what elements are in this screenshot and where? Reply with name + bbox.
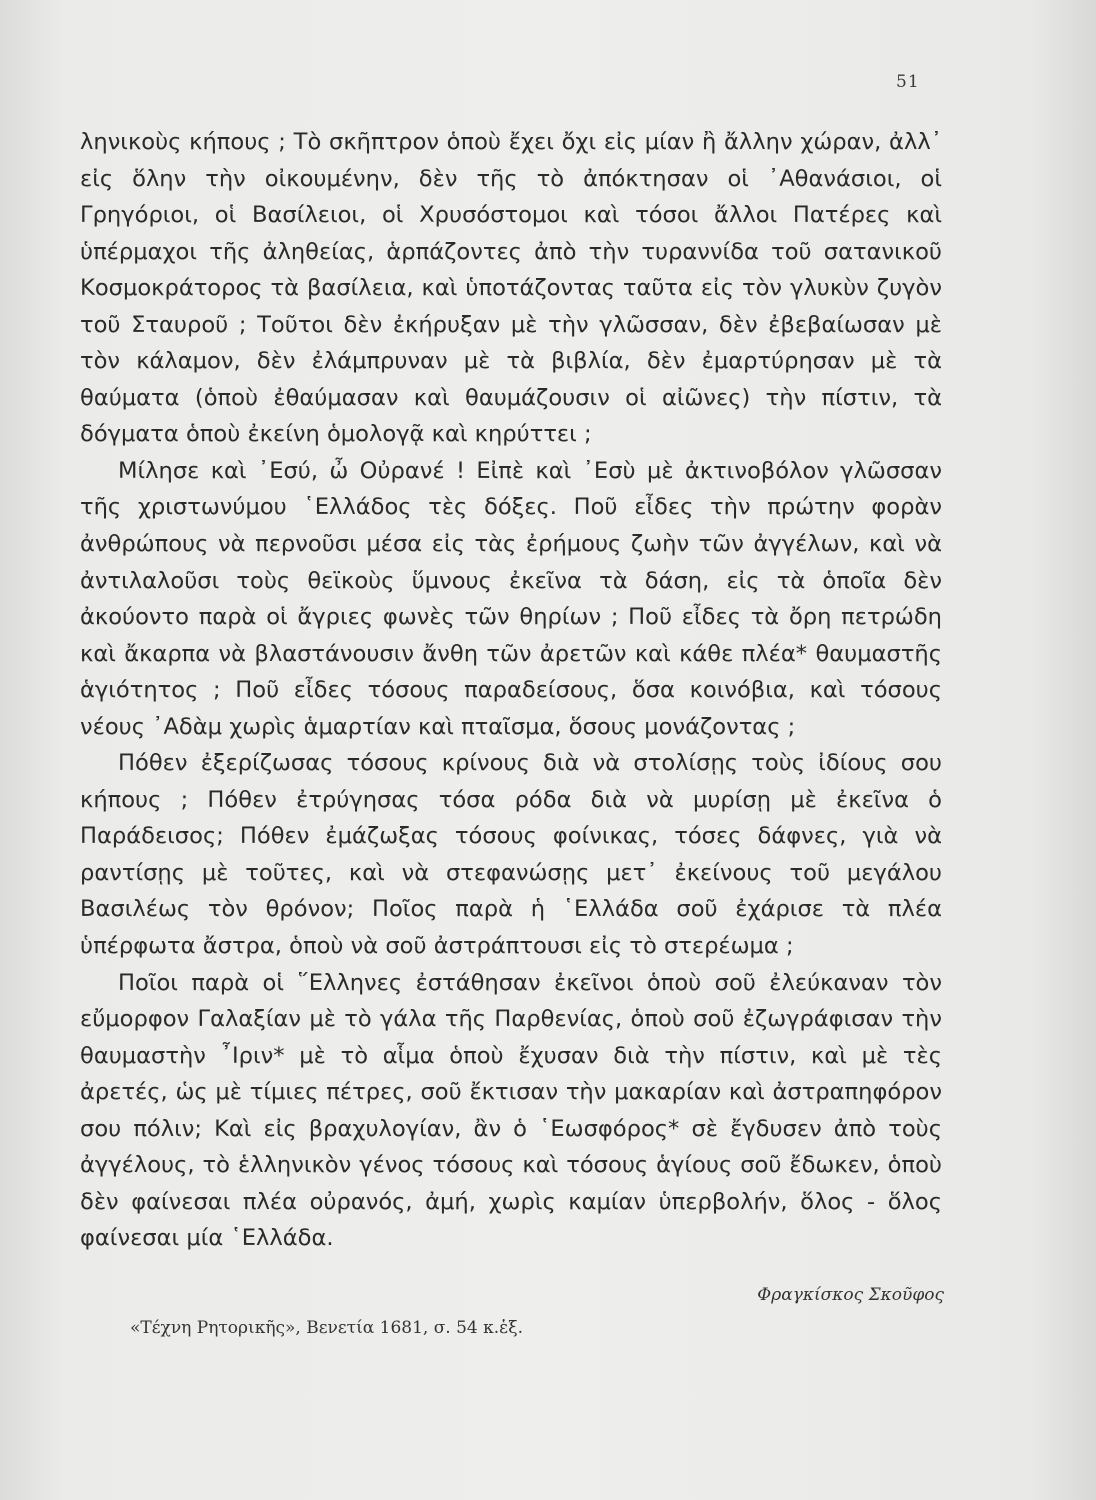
paragraph-4: Ποῖοι παρὰ οἱ ῞Ελληνες ἐστάθησαν ἐκεῖνοι ὁποὺ σοῦ ἐλεύκαναν τὸν εὔμορφον Γαλαξίαν μὲ τὸ γάλα τῆς Παρθενίας, ὁποὺ σοῦ ἐζωγράφισαν τὴν θαυμαστὴν ῏Ιριν* μὲ τὸ αἷμα ὁποὺ ἔχυσαν διὰ τὴν πίστιν, καὶ μὲ τὲς ἀρετές, ὡς μὲ τίμιες πέτρες, σοῦ ἔκτισαν τὴν μακαρίαν καὶ ἀστραπηφόρον σου πόλιν; Καὶ εἰς βραχυλογίαν, ἂν ὁ ῾Εωσφόρος* σὲ ἔγδυσεν ἀπὸ τοὺς ἀγγέλους, τὸ ἑλληνικὸν γένος τόσους καὶ τόσους ἁγίους σοῦ ἔδωκεν, ὁποὺ δὲν φαίνεσαι πλέα οὐρανός, ἀμή, χωρὶς καμίαν ὑπερβολήν, ὅλος - ὅλος φαίνεσαι μία ῾Ελλάδα. — [80, 969, 942, 1252]
source-citation: «Τέχνη Ρητορικῆς», Βενετία 1681, σ. 54 κ.ἑξ. — [130, 1318, 524, 1338]
paragraph-3: Πόθεν ἐξερίζωσας τόσους κρίνους διὰ νὰ στολίσῃς τοὺς ἰδίους σου κήπους ; Πόθεν ἐτρύγησας τόσα ρόδα διὰ νὰ μυρίσῃ μὲ ἐκεῖνα ὁ Παράδεισος; Πόθεν ἐμάζωξας τόσους φοίνικας, τόσες δάφνες, γιὰ νὰ ραντίσῃς μὲ τοῦτες, καὶ νὰ στεφανώσῃς μετ᾿ ἐκείνους τοῦ μεγάλου Βασιλέως τὸν θρόνον; Ποῖος παρὰ ἡ ῾Ελλάδα σοῦ ἐχάρισε τὰ πλέα ὑπέρφωτα ἄστρα, ὁποὺ νὰ σοῦ ἀστράπτουσι εἰς τὸ στερέωμα ; — [80, 750, 942, 960]
body-text — [80, 124, 942, 1257]
author-signature: Φραγκίσκος Σκοῦφος — [757, 1285, 944, 1305]
page-number: 51 — [896, 72, 920, 92]
paragraph-1: ληνικοὺς κήπους ; Τὸ σκῆπτρον ὁποὺ ἔχει ὄχι εἰς μίαν ἢ ἄλλην χώραν, ἀλλ᾿ εἰς ὅλην τὴν οἰκουμένην, δὲν τῆς τὸ ἀπόκτησαν οἱ ᾿Αθανάσιοι, οἱ Γρηγόριοι, οἱ Βασίλειοι, οἱ Χρυσόστομοι καὶ τόσοι ἄλλοι Πατέρες καὶ ὑπέρμαχοι τῆς ἀληθείας, ἁρπάζοντες ἀπὸ τὴν τυραννίδα τοῦ σατανικοῦ Κοσμοκράτορος τὰ βασίλεια, καὶ ὑποτάζοντας ταῦτα εἰς τὸν γλυκὺν ζυγὸν τοῦ Σταυροῦ ; Τοῦτοι δὲν ἐκήρυξαν μὲ τὴν γλῶσσαν, δὲν ἐβεβαίωσαν μὲ τὸν κάλαμον, δὲν ἐλάμπρυναν μὲ τὰ βιβλία, δὲν ἐμαρτύρησαν μὲ τὰ θαύματα (ὁποὺ ἐθαύμασαν καὶ θαυμάζουσιν οἱ αἰῶνες) τὴν πίστιν, τὰ δόγματα ὁποὺ ἐκείνη ὁμολογᾷ καὶ κηρύττει ; — [80, 129, 942, 448]
paragraph-2: Μίλησε καὶ ᾿Εσύ, ὦ Οὐρανέ ! Εἰπὲ καὶ ᾿Εσὺ μὲ ἀκτινοβόλον γλῶσσαν τῆς χριστωνύμου ῾Ελλάδος τὲς δόξες. Ποῦ εἶδες τὴν πρώτην φορὰν ἀνθρώπους νὰ περνοῦσι μέσα εἰς τὰς ἐρήμους ζωὴν τῶν ἀγγέλων, καὶ νὰ ἀντιλαλοῦσι τοὺς θεϊκοὺς ὕμνους ἐκεῖνα τὰ δάση, εἰς τὰ ὁποῖα δὲν ἀκούοντο παρὰ οἱ ἄγριες φωνὲς τῶν θηρίων ; Ποῦ εἶδες τὰ ὄρη πετρώδη καὶ ἄκαρπα νὰ βλαστάνουσιν ἄνθη τῶν ἀρετῶν καὶ κάθε πλέα* θαυμαστῆς ἁγιότητος ; Ποῦ εἶδες τόσους παραδείσους, ὅσα κοινόβια, καὶ τόσους νέους ᾿Αδὰμ χωρὶς ἁμαρτίαν καὶ πταῖσμα, ὅσους μονάζοντας ; — [80, 457, 942, 740]
